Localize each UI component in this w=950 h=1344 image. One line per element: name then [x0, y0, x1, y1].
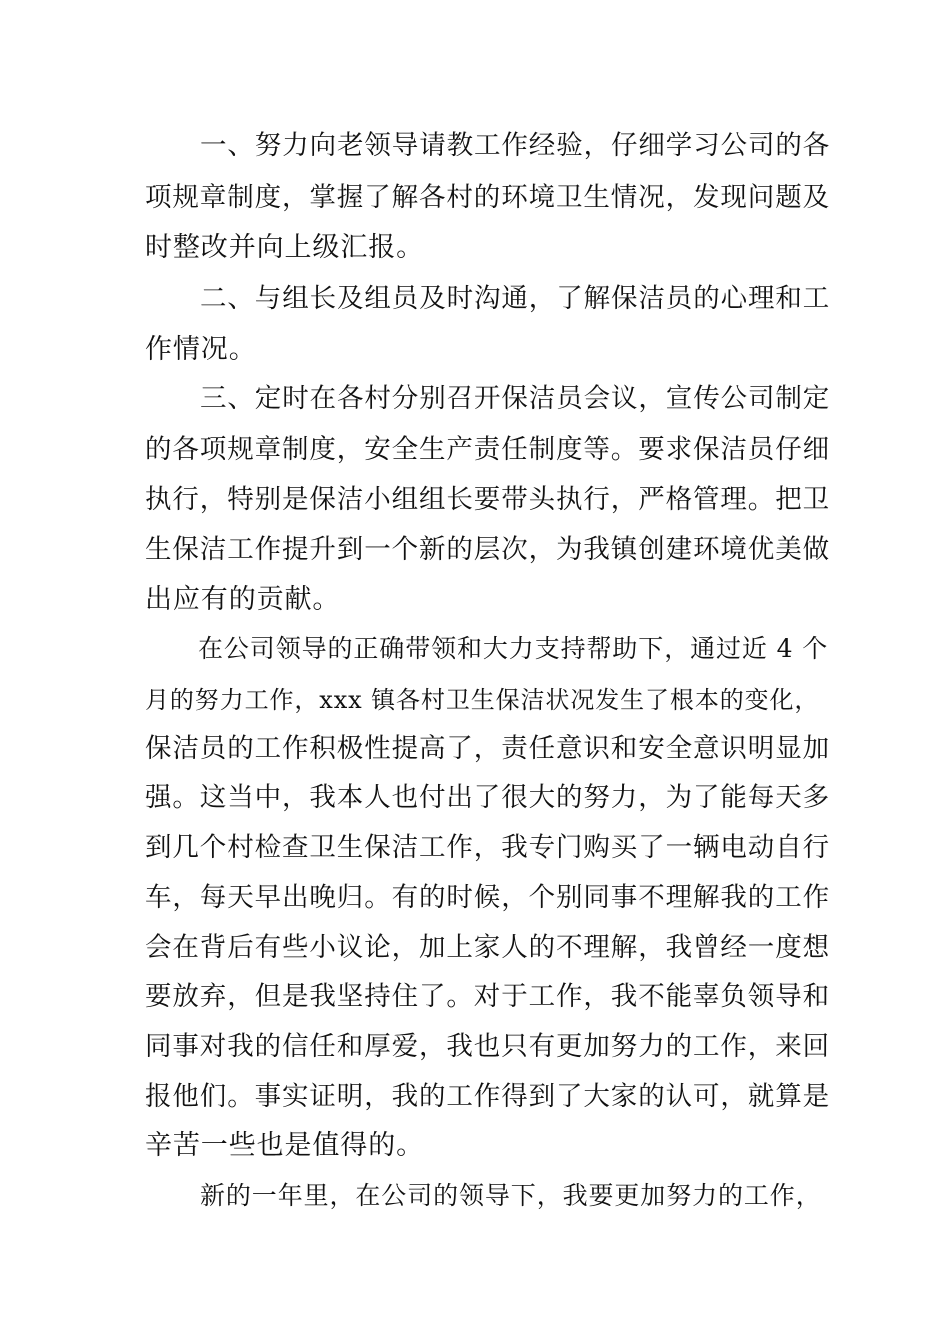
text-line: 三、定时在各村分别召开保洁员会议，宣传公司制定: [200, 383, 831, 414]
text-line: 车，每天早出晚归。有的时候，个别同事不理解我的工作: [145, 882, 830, 913]
text-line: 强。这当中，我本人也付出了很大的努力，为了能每天多: [145, 782, 830, 813]
text-line: 报他们。事实证明，我的工作得到了大家的认可，就算是: [145, 1081, 830, 1112]
text-line: 保洁员的工作积极性提高了，责任意识和安全意识明显加: [145, 733, 830, 764]
text-line: 会在背后有些小议论，加上家人的不理解，我曾经一度想: [145, 932, 830, 963]
text-line: 生保洁工作提升到一个新的层次，为我镇创建环境优美做: [145, 534, 830, 565]
text-line: 在公司领导的正确带领和大力支持帮助下，通过近 4 个: [198, 634, 829, 663]
text-line: 项规章制度，掌握了解各村的环境卫生情况，发现问题及: [145, 182, 830, 213]
text-line: 辛苦一些也是值得的。: [145, 1130, 424, 1161]
text-line: 月的努力工作，xxx 镇各村卫生保洁状况发生了根本的变化，: [145, 686, 820, 714]
text-line: 要放弃，但是我坚持住了。对于工作，我不能辜负领导和: [145, 981, 830, 1012]
text-line: 同事对我的信任和厚爱，我也只有更加努力的工作，来回: [145, 1031, 830, 1062]
text-line: 出应有的贡献。: [145, 584, 341, 615]
text-line: 到几个村检查卫生保洁工作，我专门购买了一辆电动自行: [145, 832, 830, 863]
text-line: 时整改并向上级汇报。: [145, 232, 424, 263]
text-line: 二、与组长及组员及时沟通，了解保洁员的心理和工: [200, 283, 831, 314]
text-line: 新的一年里，在公司的领导下，我要更加努力的工作，: [200, 1181, 822, 1210]
text-line: 执行，特别是保洁小组组长要带头执行，严格管理。把卫: [145, 484, 830, 515]
text-line: 一、努力向老领导请教工作经验，仔细学习公司的各: [200, 130, 831, 161]
text-line: 作情况。: [145, 334, 257, 365]
text-line: 的各项规章制度，安全生产责任制度等。要求保洁员仔细: [145, 434, 830, 465]
